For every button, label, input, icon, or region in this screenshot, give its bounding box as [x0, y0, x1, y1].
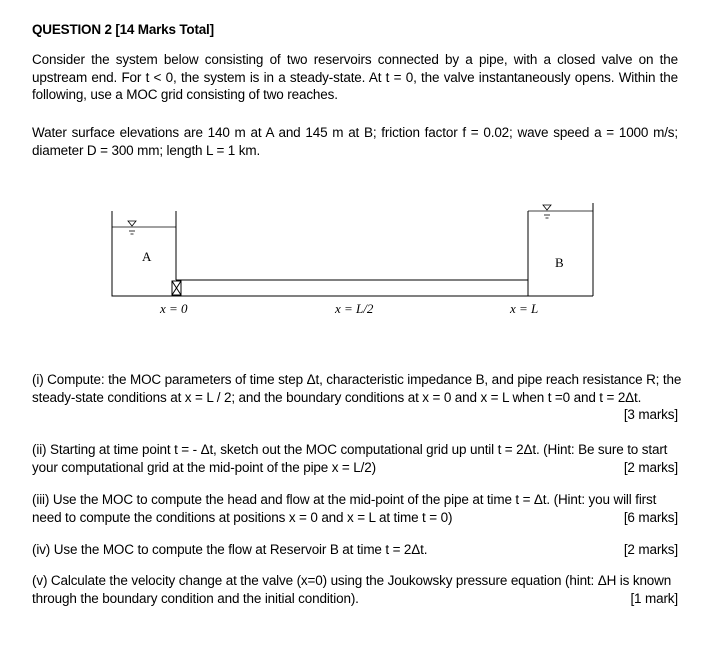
- question-part-v: [32, 572, 678, 607]
- water-level-icon-b: [543, 205, 551, 218]
- reservoir-a-outline: [112, 211, 528, 296]
- reservoir-b-label: B: [555, 255, 564, 270]
- question-part-iv: [32, 541, 678, 559]
- givens-paragraph: Water surface elevations are 140 m at A and 145 m at B; friction factor f = 0.02; wave speed a = 1000 m/s; diameter D = 300 mm; length L = 1 km.: [32, 125, 678, 158]
- question-part-i: [32, 371, 682, 424]
- question-part-iii: [32, 491, 678, 526]
- question-text-line: (iv) Use the MOC to compute the flow at Reservoir B at time t = 2Δt.: [32, 542, 428, 557]
- position-label-start: x = 0: [160, 301, 188, 316]
- question-title: QUESTION 2 [14 Marks Total]: [32, 22, 214, 37]
- question-text-line: (iii) Use the MOC to compute the head and flow at the mid-point of the pipe at time t = Δt. (Hint: you will first: [32, 492, 657, 507]
- pipe-system-diagram: [0, 195, 702, 325]
- valve-icon: [172, 281, 181, 295]
- marks-label: [2 marks]: [623, 542, 678, 557]
- reservoir-a-label: A: [142, 249, 152, 264]
- marks-label: [3 marks]: [623, 407, 678, 422]
- question-text-line: need to compute the conditions at positions x = 0 and x = L at time t = 0): [32, 509, 453, 525]
- question-text-line: (ii) Starting at time point t = - Δt, sketch out the MOC computational grid up until t = 2Δt. (Hint: Be sure to start: [32, 442, 668, 457]
- question-text-line: steady-state conditions at x = L / 2; and the boundary conditions at x = 0 and x = L when t =0 and t = 2Δt.: [32, 389, 642, 405]
- marks-label: [2 marks]: [623, 459, 678, 475]
- marks-label: [1 mark]: [630, 590, 678, 606]
- intro-paragraph: Consider the system below consisting of two reservoirs connected by a pipe, with a closed valve on the upstream end. For t < 0, the system is in a steady-state. At t = 0, the valve instantaneously opens. Within the following, use a MOC grid consisting of two reaches.: [32, 52, 678, 102]
- position-label-mid: x = L/2: [335, 301, 374, 316]
- marks-label: [6 marks]: [623, 509, 678, 525]
- question-text-line: (v) Calculate the velocity change at the valve (x=0) using the Joukowsky pressure equation (hint: ΔH is known: [32, 573, 672, 588]
- question-text-line: through the boundary condition and the initial condition).: [32, 590, 359, 606]
- question-text-line: your computational grid at the mid-point of the pipe x = L/2): [32, 459, 376, 475]
- question-text-line: (i) Compute: the MOC parameters of time step Δt, characteristic impedance B, and pipe reach resistance R; the: [32, 372, 682, 387]
- position-label-end: x = L: [510, 301, 539, 316]
- water-level-icon-a: [128, 221, 136, 234]
- question-part-ii: [32, 441, 678, 476]
